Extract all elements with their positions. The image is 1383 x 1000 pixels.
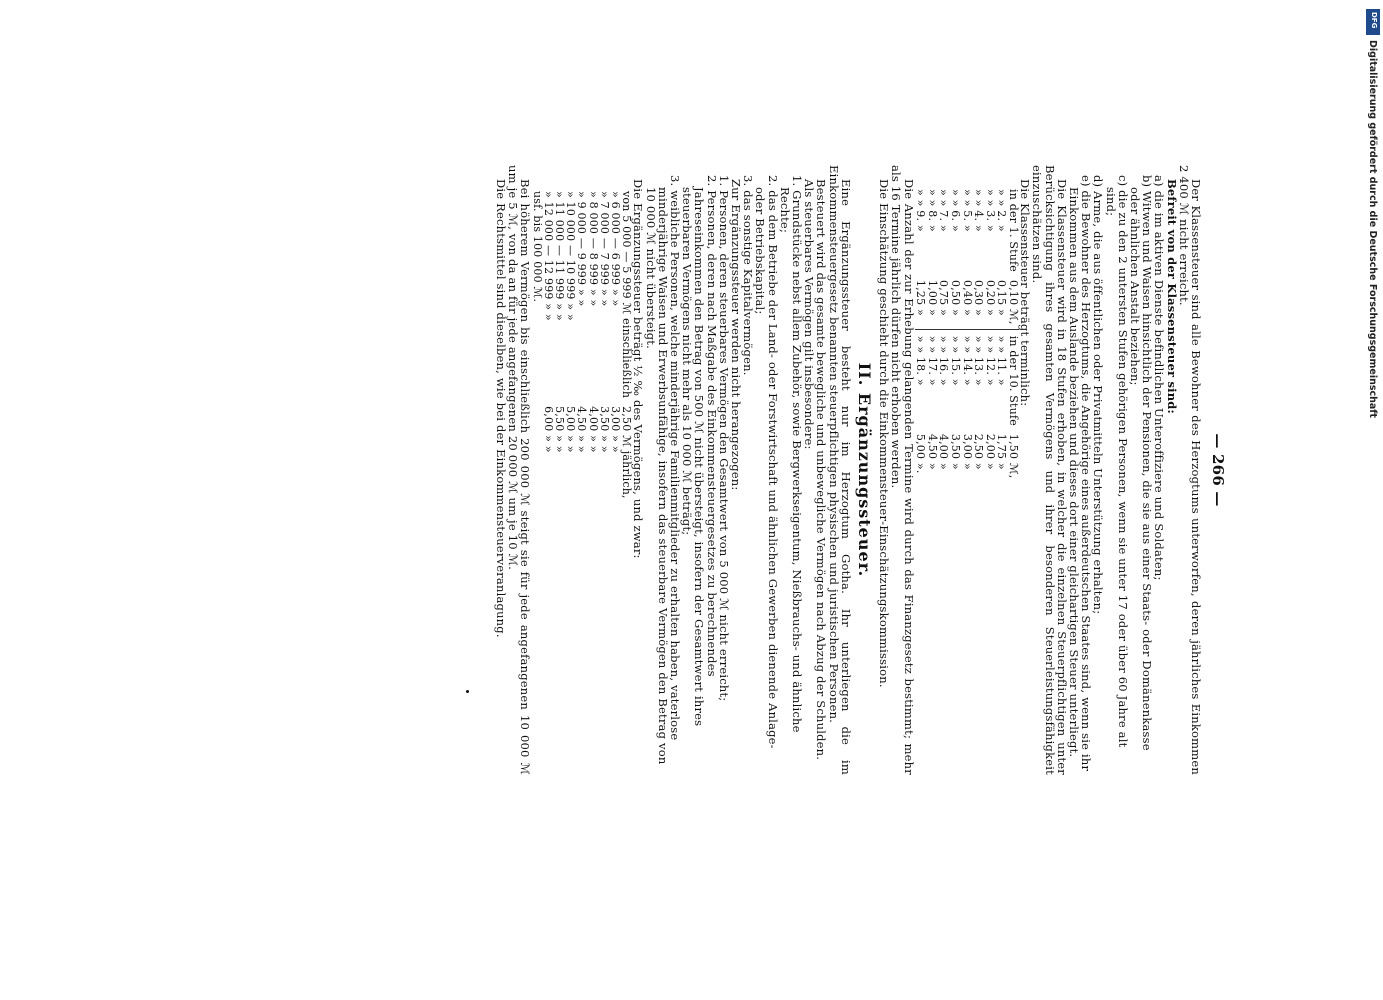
ergaenzungssteuer-table [531, 187, 632, 503]
hoeher-paragraph: Bei höherem Vermögen bis einschließlich 200 000 ℳ steigt sie für jede angefangenen 10 000 ℳ um je 5 ℳ, von da an für jede angefangenen 20 000 ℳ um je 10 ℳ. [506, 165, 533, 775]
befreit-item: c) die zu den 2 untersten Stufen gehörigen Personen, wenn sie unter 17 oder über 60 Jahre alt sind; [1103, 175, 1130, 748]
table-row [554, 187, 565, 503]
table-row [621, 187, 632, 503]
range-cell: » 10 000 — 10 999 » » [564, 191, 578, 321]
nicht-item: 2. Personen, deren nach Maßgabe des Einkommensteuergesetzes zu berechnendes Jahreseinkommen den Betrag von 500 ℳ nicht übersteigt, insofern der Gesamtwert ihres steuerbaren Vermögens nicht mehr als 10 000 ℳ beträgt; [680, 175, 719, 727]
stufe-value: 4,50 » [925, 433, 939, 470]
table-row [984, 185, 996, 483]
stufe-label: » » 13. » [973, 329, 985, 430]
table-row [543, 187, 554, 503]
stufe-value: 2,00 » [983, 433, 997, 470]
stufe-value: 0,30 » [972, 280, 986, 316]
klassensteuer-table [915, 185, 1019, 483]
stufe-label: » » 2. » [995, 189, 1009, 232]
table-row [973, 185, 985, 483]
nicht-list [644, 165, 729, 775]
stufe-label: » » 6. » [948, 189, 962, 232]
stufe-value: 0,10 ℳ, [1006, 280, 1020, 325]
digitization-credit: Digitalisierung gefördert durch die Deutsche Forschungsgemeinschaft [1367, 40, 1378, 418]
range-cell: von 5 000 — 5 999 ℳ einschließlich [620, 191, 634, 399]
stufe-label: » » 17. » [926, 329, 938, 430]
stufe-value: 4,00 » [937, 433, 951, 470]
value-cell [531, 402, 542, 503]
dfg-logo-text: DFG [1370, 12, 1378, 29]
termine-paragraph: Die Anzahl der zur Erhebung gelangenden Termine wird durch das Finanzgesetz bestimmt; mehr als 16 Termine jährlich dürfen nicht erhoben werden. [889, 165, 916, 775]
erg-intro-paragraph: Eine Ergänzungssteuer besteht nur im Herzogtum Gotha. Ihr unterliegen die im Einkommensteuergesetz benannten steuerpflichtigen physischen und juristischen Personen. [826, 165, 853, 775]
stufe-label: in der 1. Stufe [1006, 189, 1020, 273]
befreit-item: e) die Bewohner des Herzogtums, die Angehörige eines außerdeutschen Staates sind, wenn sie ihr Einkommen aus dem Auslande beziehen und dieses dort einer gleichartigen Steuer unterliegt. [1066, 175, 1094, 772]
stufe-label: in der 10. Stufe [1007, 329, 1019, 430]
stufe-label: » » 8. » [925, 189, 939, 232]
als-vermoegen-paragraph: Als steuerbares Vermögen gilt insbesondere: [802, 179, 817, 450]
value-cell: 3,00 » » [608, 406, 622, 453]
stufe-label: » » 14. » [961, 329, 973, 430]
stufe-value: 0,75 » [937, 280, 951, 316]
stufe-value: 1,25 » [914, 280, 928, 316]
vermoegen-item: 1. Grundstücke nebst allem Zubehör, sowie Bergwerkseigentum, Nießbrauchs- und ähnliche Rechte; [777, 175, 804, 733]
intro-paragraph: Der Klassensteuer sind alle Bewohner des Herzogtums unterworfen, deren jährliches Einkommen 2 400 ℳ nicht erreicht. [1176, 165, 1203, 775]
table-row [599, 187, 610, 503]
value-cell: 5,50 » » [552, 406, 566, 453]
erg-betraegt-paragraph: Die Ergänzungssteuer beträgt ½ ‰ des Vermögens, und zwar: [631, 179, 646, 559]
table-row [938, 185, 950, 483]
befreit-heading: Befreit von der Klassensteuer sind: [1164, 179, 1179, 414]
stufe-label: » » 11. » [996, 329, 1008, 430]
befreit-item: d) Arme, die aus öffentlichen oder Privatmitteln Unterstützung erhalten; [1091, 175, 1106, 615]
vermoegen-item: 3. das sonstige Kapitalvermögen. [741, 175, 756, 376]
stufe-label: » » 12. » [984, 329, 996, 430]
range-cell: » 11 000 — 11 999 » » [552, 191, 566, 321]
stufe-value: 0,15 » [995, 280, 1009, 316]
range-cell: » 12 000 — 12 999 » » [541, 191, 555, 321]
stufe-label: » » 9. » [914, 189, 928, 232]
dfg-logo [1366, 9, 1380, 35]
stufe-label: » » 7. » [937, 189, 951, 232]
stufe-value: 1,50 ℳ, [1006, 433, 1020, 479]
page-number: — 266 — [1209, 433, 1227, 507]
range-cell: » 8 000 — 8 999 » » [586, 191, 600, 307]
stufe-value: 2,50 » [972, 433, 986, 470]
stufe-label: » » 18. » [915, 329, 927, 430]
rechtsmittel-paragraph: Die Rechtsmittel sind dieselben, wie bei der Einkommensteuerveranlagung. [493, 179, 508, 638]
table-row [576, 187, 587, 503]
table-row [949, 185, 961, 483]
range-cell: usf. bis 100 000 ℳ. [530, 191, 544, 303]
value-cell: 6,00 » » [541, 406, 555, 453]
table-row [961, 185, 973, 483]
betraegt-paragraph: Die Klassensteuer beträgt terminlich: [1018, 179, 1033, 407]
nicht-herangezogen-paragraph: Zur Ergänzungssteuer werden nicht herangezogen: [728, 179, 743, 491]
stufe-value: 0,20 » [983, 280, 997, 316]
stufe-value: 1,00 » [925, 280, 939, 316]
page-content [120, 165, 1230, 775]
besteuert-paragraph: Besteuert wird das gesamte bewegliche und unbewegliche Vermögen nach Abzug der Schulden. [814, 179, 829, 761]
einschaetzung-paragraph: Die Einschätzung geschieht durch die Einkommensteuer-Einschätzungskommission. [877, 179, 892, 688]
table-row [915, 185, 927, 483]
befreit-item: b) Witwen und Waisen hinsichtlich der Pensionen, die sie aus einer Staats- oder Domänenkasse oder ähnlichen Anstalt beziehen; [1127, 175, 1155, 751]
value-cell: 3,50 » » [597, 406, 611, 453]
vermoegen-list [742, 165, 803, 775]
befreit-list [1068, 165, 1166, 775]
stufe-value: 5,00 ». [914, 433, 928, 474]
stufe-label: » » 15. » [949, 329, 961, 430]
value-cell: 5,00 » » [564, 406, 578, 453]
stufe-value: 0,50 » [948, 280, 962, 316]
section-heading: II. Ergänzungssteuer. [855, 362, 874, 578]
range-cell: » 6 000 — 6 999 » » [608, 191, 622, 307]
stufe-label: » » 5. » [960, 189, 974, 232]
stufen-paragraph: Die Klassensteuer wird in 18 Stufen erhoben, in welcher die einzelnen Steuerpflichtigen unter Berücksichtigung ihres gesamten Vermögens und ihrer besonderen Steuerleistungsfähigkeit einzuschätzen sind. [1030, 165, 1069, 775]
value-cell: 4,00 » » [586, 406, 600, 453]
value-cell: 2,50 ℳ jährlich, [620, 406, 634, 499]
stufe-label: » » 4. » [972, 189, 986, 232]
table-row [587, 187, 598, 503]
range-cell: » 7 000 — 7 999 » » [597, 191, 611, 307]
stufe-label: » » 3. » [983, 189, 997, 232]
table-row [926, 185, 938, 483]
stufe-value: 3,00 » [960, 433, 974, 470]
stufe-value: 0,40 » [960, 280, 974, 316]
stufe-label: » » 16. » [938, 329, 950, 430]
nicht-item: 1. Personen, deren steuerbares Vermögen den Gesamtwert von 5 000 ℳ nicht erreicht; [716, 175, 731, 702]
ink-dot [466, 690, 469, 693]
befreit-item: a) die im aktiven Dienste befindlichen Unteroffiziere und Soldaten; [1152, 175, 1167, 581]
nicht-item: 3. weibliche Personen, welche minderjährige Familienmitglieder zu erhalten haben, vaterlose minderjährige Waisen und Erwerbsunfähige, insofern das steuerbare Vermögen den Betrag von 10 000 ℳ nicht übersteigt. [643, 175, 682, 765]
range-cell: » 9 000 — 9 999 » » [575, 191, 589, 307]
stufe-value: 3,50 » [948, 433, 962, 470]
vermoegen-item: 2. das dem Betriebe der Land- oder Forstwirtschaft und ähnlichen Gewerben dienende Anlage- oder Betriebskapital; [753, 175, 780, 749]
table-row [565, 187, 576, 503]
stufe-value: 1,75 » [995, 433, 1009, 470]
value-cell: 4,50 » » [575, 406, 589, 453]
table-row [996, 185, 1008, 483]
table-row [531, 187, 542, 503]
